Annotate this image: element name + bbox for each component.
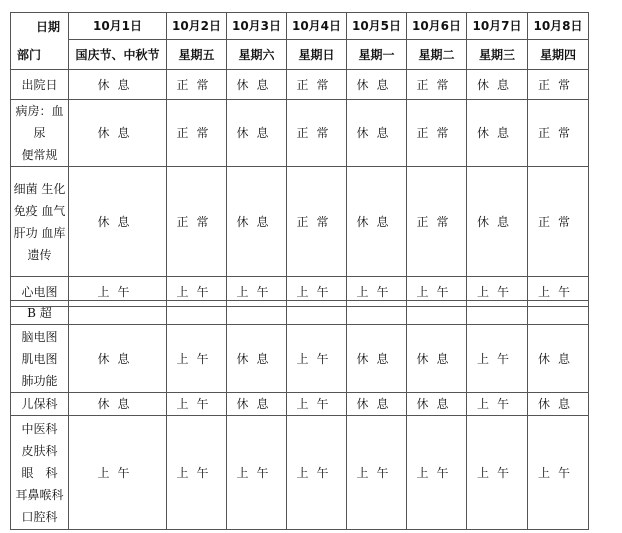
schedule-cell: 上午 bbox=[287, 277, 347, 307]
dept-label: 心电图 bbox=[21, 284, 58, 299]
weekday-header: 星期日 bbox=[287, 40, 347, 70]
schedule-cell: 正常 bbox=[528, 100, 589, 167]
table-row bbox=[11, 301, 589, 325]
table-row bbox=[11, 325, 589, 393]
schedule-cell: 休息 bbox=[69, 393, 167, 416]
corner-date-label: 日期 bbox=[35, 20, 60, 34]
schedule-cell: 上午 bbox=[347, 277, 407, 307]
schedule-cell: 上午 bbox=[467, 325, 528, 393]
schedule-cell: 正常 bbox=[287, 167, 347, 277]
schedule-cell: 上午 bbox=[69, 416, 167, 530]
schedule-cell: 休息 bbox=[227, 393, 287, 416]
schedule-cell: 休息 bbox=[69, 100, 167, 167]
dept-label: 眼 科 bbox=[21, 465, 58, 480]
table-row bbox=[11, 393, 589, 416]
schedule-cell: 上午 bbox=[167, 325, 227, 393]
schedule-cell: 正常 bbox=[167, 70, 227, 100]
table-row bbox=[11, 100, 589, 167]
schedule-cell: 休息 bbox=[227, 325, 287, 393]
weekday-header: 星期四 bbox=[528, 40, 589, 70]
schedule-cell: 上午 bbox=[467, 416, 528, 530]
schedule-cell: 上午 bbox=[167, 416, 227, 530]
schedule-cell: 上午 bbox=[407, 277, 467, 307]
schedule-cell: 休息 bbox=[227, 167, 287, 277]
weekday-header: 星期五 bbox=[167, 40, 227, 70]
schedule-cell: 上午 bbox=[467, 393, 528, 416]
schedule-cell: 上午 bbox=[287, 416, 347, 530]
schedule-cell: 休息 bbox=[407, 393, 467, 416]
dept-label: 病房：血尿 bbox=[15, 104, 64, 140]
schedule-cell: 上午 bbox=[167, 393, 227, 416]
schedule-cell: 休息 bbox=[467, 70, 528, 100]
date-header: 10月8日 bbox=[528, 13, 589, 40]
dept-cell bbox=[11, 70, 69, 100]
date-header: 10月4日 bbox=[287, 13, 347, 40]
date-header: 10月6日 bbox=[407, 13, 467, 40]
schedule-cell: 休息 bbox=[528, 393, 589, 416]
schedule-cell: 上午 bbox=[407, 416, 467, 530]
schedule-cell: 休息 bbox=[467, 167, 528, 277]
schedule-cell: 上午 bbox=[287, 325, 347, 393]
dept-label: 细菌 生化 bbox=[13, 181, 66, 196]
schedule-cell: 正常 bbox=[407, 70, 467, 100]
schedule-cell: 休息 bbox=[69, 167, 167, 277]
dept-label: 肌电图 bbox=[21, 351, 58, 366]
schedule-cell: 休息 bbox=[407, 325, 467, 393]
date-header: 10月7日 bbox=[467, 13, 528, 40]
schedule-cell: 正常 bbox=[287, 70, 347, 100]
schedule-cell: 休息 bbox=[69, 325, 167, 393]
schedule-cell bbox=[227, 301, 287, 325]
dept-cell bbox=[11, 301, 69, 325]
dept-label: 儿保科 bbox=[21, 397, 58, 411]
schedule-cell: 正常 bbox=[407, 167, 467, 277]
dept-label: 耳鼻喉科 bbox=[15, 487, 64, 502]
schedule-cell bbox=[69, 301, 167, 325]
schedule-cell: 正常 bbox=[528, 70, 589, 100]
schedule-cell: 休息 bbox=[347, 325, 407, 393]
table-row bbox=[11, 416, 589, 530]
dept-label: 中医科 bbox=[21, 421, 58, 436]
weekday-header: 星期三 bbox=[467, 40, 528, 70]
dept-label: 脑电图 bbox=[21, 329, 58, 344]
schedule-cell: 休息 bbox=[347, 100, 407, 167]
schedule-cell: 上午 bbox=[467, 277, 528, 307]
schedule-cell: 休息 bbox=[227, 100, 287, 167]
corner-header-cell bbox=[11, 13, 69, 70]
date-header: 10月5日 bbox=[347, 13, 407, 40]
schedule-table-top bbox=[10, 12, 589, 307]
schedule-cell: 休息 bbox=[227, 70, 287, 100]
weekday-header: 星期二 bbox=[407, 40, 467, 70]
schedule-cell bbox=[407, 301, 467, 325]
dept-label: 口腔科 bbox=[21, 509, 58, 524]
schedule-cell: 上午 bbox=[287, 393, 347, 416]
weekday-header: 星期一 bbox=[347, 40, 407, 70]
schedule-cell: 上午 bbox=[227, 277, 287, 307]
dept-cell bbox=[11, 416, 69, 530]
schedule-table-bottom bbox=[10, 300, 589, 530]
schedule-cell: 休息 bbox=[347, 70, 407, 100]
schedule-cell: 休息 bbox=[69, 70, 167, 100]
schedule-cell: 正常 bbox=[528, 167, 589, 277]
dept-label: 皮肤科 bbox=[21, 443, 58, 458]
schedule-cell: 上午 bbox=[69, 277, 167, 307]
schedule-cell: 正常 bbox=[407, 100, 467, 167]
table-row bbox=[11, 167, 589, 277]
dept-label: B 超 bbox=[27, 305, 52, 320]
schedule-cell: 上午 bbox=[528, 277, 589, 307]
schedule-cell bbox=[528, 301, 589, 325]
dept-cell bbox=[11, 167, 69, 277]
schedule-cell: 休息 bbox=[347, 393, 407, 416]
top-rows bbox=[11, 70, 589, 307]
weekday-header: 国庆节、中秋节 bbox=[69, 40, 167, 70]
schedule-cell: 上午 bbox=[167, 277, 227, 307]
schedule-cell: 上午 bbox=[347, 416, 407, 530]
schedule-cell: 正常 bbox=[287, 100, 347, 167]
schedule-cell: 正常 bbox=[167, 167, 227, 277]
dept-cell bbox=[11, 393, 69, 416]
dept-label: 遗传 bbox=[27, 247, 52, 262]
schedule-cell: 休息 bbox=[467, 100, 528, 167]
schedule-cell: 休息 bbox=[347, 167, 407, 277]
schedule-cell bbox=[467, 301, 528, 325]
corner-dept-label: 部门 bbox=[17, 48, 42, 62]
weekday-header: 星期六 bbox=[227, 40, 287, 70]
dept-label: 免疫 血气 bbox=[13, 203, 66, 218]
schedule-cell: 休息 bbox=[528, 325, 589, 393]
date-header: 10月3日 bbox=[227, 13, 287, 40]
schedule-cell: 正常 bbox=[167, 100, 227, 167]
dept-label: 出院日 bbox=[21, 77, 58, 92]
date-header: 10月2日 bbox=[167, 13, 227, 40]
schedule-cell: 上午 bbox=[227, 416, 287, 530]
dept-label: 肝功 血库 bbox=[13, 225, 66, 240]
schedule-cell: 上午 bbox=[528, 416, 589, 530]
dept-label: 便常规 bbox=[21, 148, 58, 162]
table-row bbox=[11, 70, 589, 100]
schedule-cell bbox=[287, 301, 347, 325]
schedule-cell bbox=[347, 301, 407, 325]
date-header: 10月1日 bbox=[69, 13, 167, 40]
dept-label: 肺功能 bbox=[21, 373, 58, 388]
dept-cell bbox=[11, 100, 69, 167]
dept-cell bbox=[11, 325, 69, 393]
bottom-rows bbox=[11, 301, 589, 530]
schedule-cell bbox=[167, 301, 227, 325]
